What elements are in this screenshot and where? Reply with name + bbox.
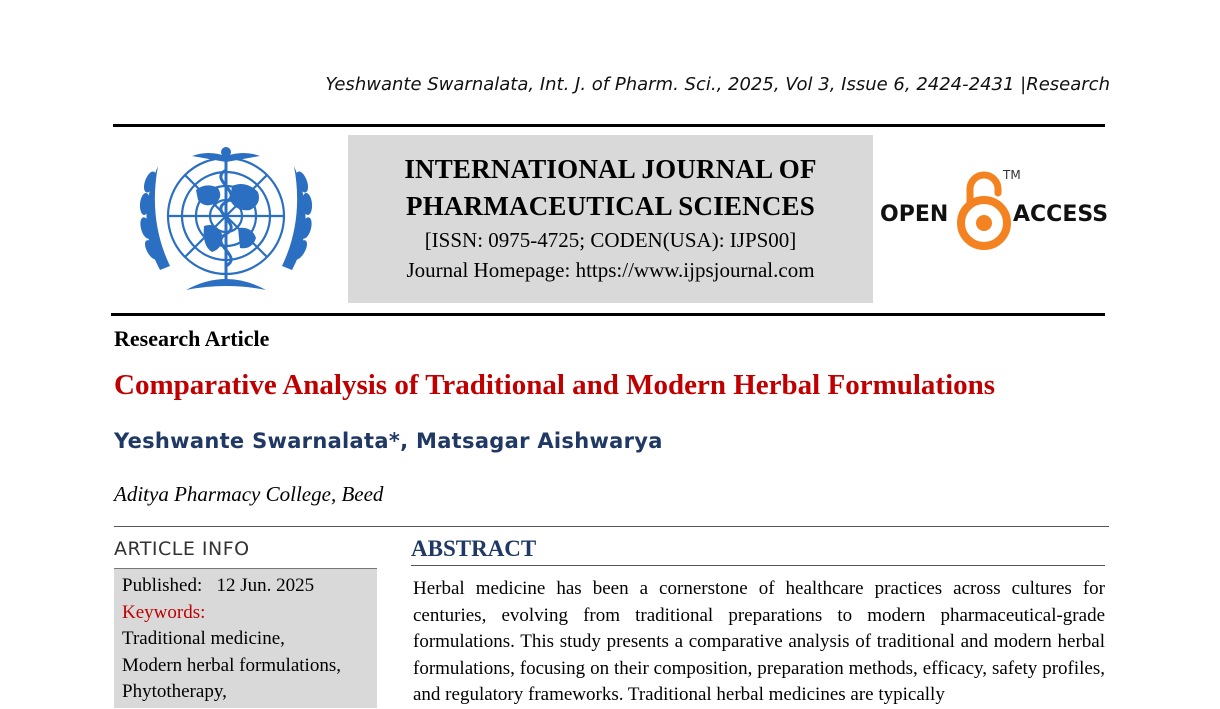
article-info-heading: ARTICLE INFO xyxy=(114,538,250,560)
journal-masthead xyxy=(348,135,873,303)
keywords-label: Keywords: xyxy=(122,601,206,623)
keyword-item: Modern herbal formulations, xyxy=(122,654,341,676)
keyword-item: Traditional medicine, xyxy=(122,628,285,649)
published-row xyxy=(122,573,377,600)
journal-name-line2: PHARMACEUTICAL SCIENCES xyxy=(406,191,815,221)
abstract-heading: ABSTRACT xyxy=(411,536,537,561)
affiliation-rule xyxy=(114,526,1109,527)
abstract-text: Herbal medicine has been a cornerstone of healthcare practices across cultures for centuries, evolving from traditional preparations to modern pharmaceutical-grade formulations. This study presents a comparative analysis of traditional and modern herbal formulations, focusing on their composition, preparation methods, efficacy, safety profiles, and regulatory frameworks. Traditional herbal medicines are typically xyxy=(413,578,1105,705)
article-authors: Yeshwante Swarnalata*, Matsagar Aishwarya xyxy=(114,429,663,453)
header-top-rule xyxy=(113,124,1105,127)
journal-name xyxy=(348,151,873,225)
header-bottom-rule xyxy=(111,313,1105,316)
abstract-rule xyxy=(411,565,1105,566)
keyword-item: Phytotherapy, xyxy=(122,681,227,702)
trademark-mark: TM xyxy=(1003,168,1021,182)
journal-issn: [ISSN: 0975-4725; CODEN(USA): IJPS00] xyxy=(424,228,797,252)
open-access-open-text: OPEN xyxy=(880,202,949,227)
article-type: Research Article xyxy=(114,326,270,351)
article-title: Comparative Analysis of Traditional and Modern Herbal Formulations xyxy=(114,369,996,401)
running-header: Yeshwante Swarnalata, Int. J. of Pharm. Sci., 2025, Vol 3, Issue 6, 2424-2431 |Research xyxy=(325,74,1110,95)
article-affiliation: Aditya Pharmacy College, Beed xyxy=(114,482,384,506)
published-label: Published: xyxy=(122,575,203,596)
article-info-box xyxy=(114,568,377,708)
published-date: 12 Jun. 2025 xyxy=(216,575,315,596)
journal-logo-globe-icon xyxy=(126,140,326,306)
journal-name-line1: INTERNATIONAL JOURNAL OF xyxy=(404,154,817,184)
open-access-access-text: ACCESS xyxy=(1013,202,1109,227)
open-access-logo xyxy=(880,165,1110,255)
journal-homepage: Journal Homepage: https://www.ijpsjournal.com xyxy=(406,258,815,282)
